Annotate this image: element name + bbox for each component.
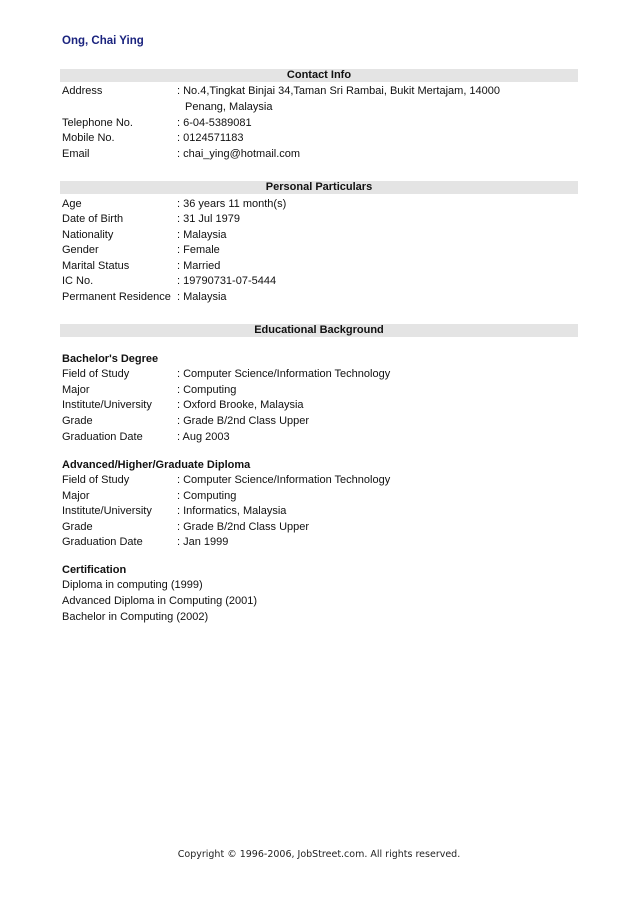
bachelor-heading: Bachelor's Degree — [62, 353, 159, 365]
bachelor-row — [62, 430, 578, 445]
bachelor-value: : Grade B/2nd Class Upper — [177, 415, 310, 427]
personal-label: Marital Status — [62, 260, 130, 272]
certification-item: Diploma in computing (1999) — [62, 579, 203, 591]
mobile-label: Mobile No. — [62, 132, 115, 144]
bachelor-row — [62, 398, 578, 413]
diploma-row — [62, 520, 578, 535]
personal-label: Permanent Residence — [62, 291, 171, 303]
personal-row — [62, 259, 578, 274]
telephone-value: : 6-04-5389081 — [177, 117, 252, 129]
bachelor-label: Field of Study — [62, 368, 130, 380]
personal-row — [62, 212, 578, 227]
personal-label: Nationality — [62, 229, 114, 241]
bachelor-value: : Aug 2003 — [177, 431, 230, 443]
address-value-line1: : No.4,Tingkat Binjai 34,Taman Sri Rambai, Bukit Mertajam, 14000 — [177, 85, 501, 97]
diploma-label: Major — [62, 490, 90, 502]
address-row-continued — [62, 100, 578, 115]
bachelor-label: Grade — [62, 415, 93, 427]
diploma-label: Field of Study — [62, 474, 130, 486]
bachelor-row — [62, 367, 578, 382]
personal-row — [62, 197, 578, 212]
bachelor-row — [62, 383, 578, 398]
bachelor-row — [62, 414, 578, 429]
personal-row — [62, 290, 578, 305]
diploma-row — [62, 473, 578, 488]
personal-label: Age — [62, 198, 82, 210]
mobile-row — [62, 131, 578, 146]
personal-row — [62, 243, 578, 258]
diploma-label: Institute/University — [62, 505, 152, 517]
telephone-label: Telephone No. — [62, 117, 133, 129]
bachelor-value: : Computing — [177, 384, 237, 396]
personal-label: Gender — [62, 244, 99, 256]
bachelor-label: Major — [62, 384, 90, 396]
diploma-row — [62, 489, 578, 504]
email-row — [62, 147, 578, 162]
personal-value: : Malaysia — [177, 229, 227, 241]
address-row — [62, 84, 578, 99]
copyright-footer: Copyright © 1996-2006, JobStreet.com. All rights reserved. — [177, 849, 461, 860]
diploma-value: : Computer Science/Information Technology — [177, 474, 391, 486]
personal-value: : Female — [177, 244, 220, 256]
personal-value: : 36 years 11 month(s) — [177, 198, 287, 210]
personal-value: : 19790731-07-5444 — [177, 275, 277, 287]
certification-item: Advanced Diploma in Computing (2001) — [62, 595, 258, 607]
email-label: Email — [62, 148, 90, 160]
contact-info-header: Contact Info — [60, 69, 578, 82]
diploma-row — [62, 535, 578, 550]
diploma-label: Grade — [62, 521, 93, 533]
personal-value: : Married — [177, 260, 221, 272]
personal-particulars-header: Personal Particulars — [60, 181, 578, 194]
diploma-heading: Advanced/Higher/Graduate Diploma — [62, 459, 251, 471]
certification-item: Bachelor in Computing (2002) — [62, 611, 209, 623]
certification-heading: Certification — [62, 564, 127, 576]
personal-label: IC No. — [62, 275, 94, 287]
diploma-value: : Jan 1999 — [177, 536, 229, 548]
bachelor-label: Institute/University — [62, 399, 152, 411]
diploma-value: : Computing — [177, 490, 237, 502]
address-value-line2: Penang, Malaysia — [185, 101, 273, 113]
mobile-value: : 0124571183 — [177, 132, 244, 144]
candidate-name: Ong, Chai Ying — [62, 35, 144, 47]
telephone-row — [62, 116, 578, 131]
personal-label: Date of Birth — [62, 213, 124, 225]
educational-background-header: Educational Background — [60, 324, 578, 337]
personal-value: : Malaysia — [177, 291, 227, 303]
personal-row — [62, 274, 578, 289]
diploma-row — [62, 504, 578, 519]
address-label: Address — [62, 85, 103, 97]
diploma-value: : Informatics, Malaysia — [177, 505, 287, 517]
bachelor-value: : Computer Science/Information Technology — [177, 368, 391, 380]
bachelor-value: : Oxford Brooke, Malaysia — [177, 399, 304, 411]
personal-row — [62, 228, 578, 243]
email-value: : chai_ying@hotmail.com — [177, 148, 301, 160]
bachelor-label: Graduation Date — [62, 431, 143, 443]
diploma-value: : Grade B/2nd Class Upper — [177, 521, 310, 533]
diploma-label: Graduation Date — [62, 536, 143, 548]
personal-value: : 31 Jul 1979 — [177, 213, 240, 225]
